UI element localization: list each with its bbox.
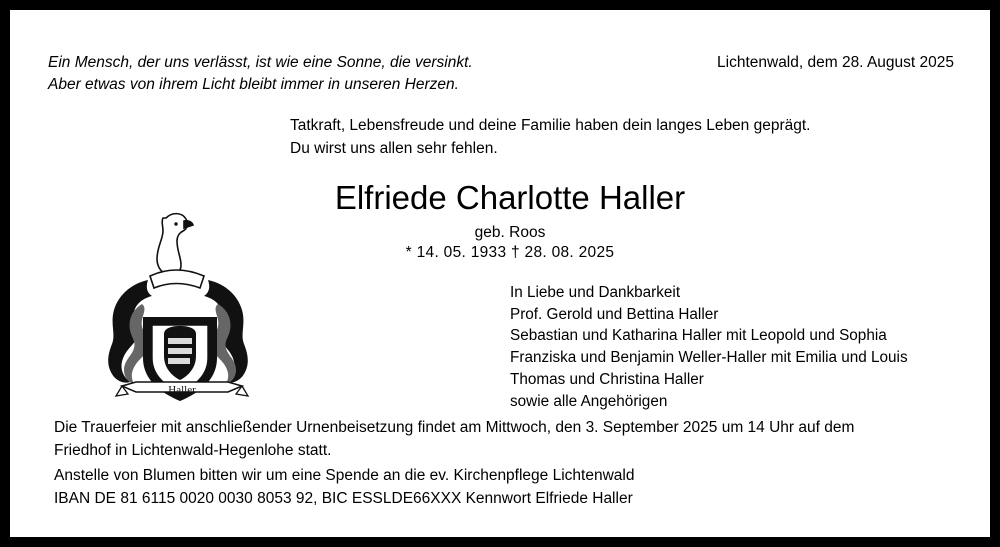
epitaph-line-1: Ein Mensch, der uns verlässt, ist wie eine Sonne, die versinkt. <box>48 54 473 71</box>
family-member: Sebastian und Katharina Haller mit Leopold und Sophia <box>510 327 887 345</box>
ceremony-line-2: Friedhof in Lichtenwald-Hegenlohe statt. <box>54 442 332 460</box>
intro-line-1: Tatkraft, Lebensfreude und deine Familie haben dein langes Leben geprägt. <box>290 117 811 134</box>
family-block <box>510 282 908 412</box>
ceremony-line-1: Die Trauerfeier mit anschließender Urnenbeisetzung findet am Mittwoch, den 3. September 2025 um 14 Uhr auf dem <box>54 419 855 436</box>
ceremony-info <box>54 416 854 463</box>
family-member: Thomas und Christina Haller <box>510 370 704 388</box>
intro-text <box>290 114 810 161</box>
coat-of-arms-icon <box>98 208 263 408</box>
deceased-name-block <box>250 180 770 262</box>
intro-line-2: Du wirst uns allen sehr fehlen. <box>290 140 498 158</box>
crest-banner-text: Haller <box>168 384 196 396</box>
family-member: sowie alle Angehörigen <box>510 392 668 410</box>
donation-line-2: IBAN DE 81 6115 0020 0030 8053 92, BIC ESSLDE66XXX Kennwort Elfriede Haller <box>54 490 633 508</box>
epitaph <box>48 52 473 97</box>
life-dates: * 14. 05. 1933 † 28. 08. 2025 <box>405 244 615 262</box>
maiden-name: geb. Roos <box>474 224 546 242</box>
donation-line-1: Anstelle von Blumen bitten wir um eine Spende an die ev. Kirchenpflege Lichtenwald <box>54 467 635 484</box>
family-heading: In Liebe und Dankbarkeit <box>510 284 681 301</box>
family-member: Franziska und Benjamin Weller-Haller mit Emilia und Louis <box>510 349 908 367</box>
family-member: Prof. Gerold und Bettina Haller <box>510 305 719 323</box>
epitaph-line-2: Aber etwas von ihrem Licht bleibt immer in unseren Herzen. <box>48 76 459 94</box>
obituary-notice <box>10 10 990 537</box>
place-date: Lichtenwald, dem 28. August 2025 <box>717 54 954 71</box>
deceased-name: Elfriede Charlotte Haller <box>334 179 686 216</box>
donation-info <box>54 464 634 511</box>
